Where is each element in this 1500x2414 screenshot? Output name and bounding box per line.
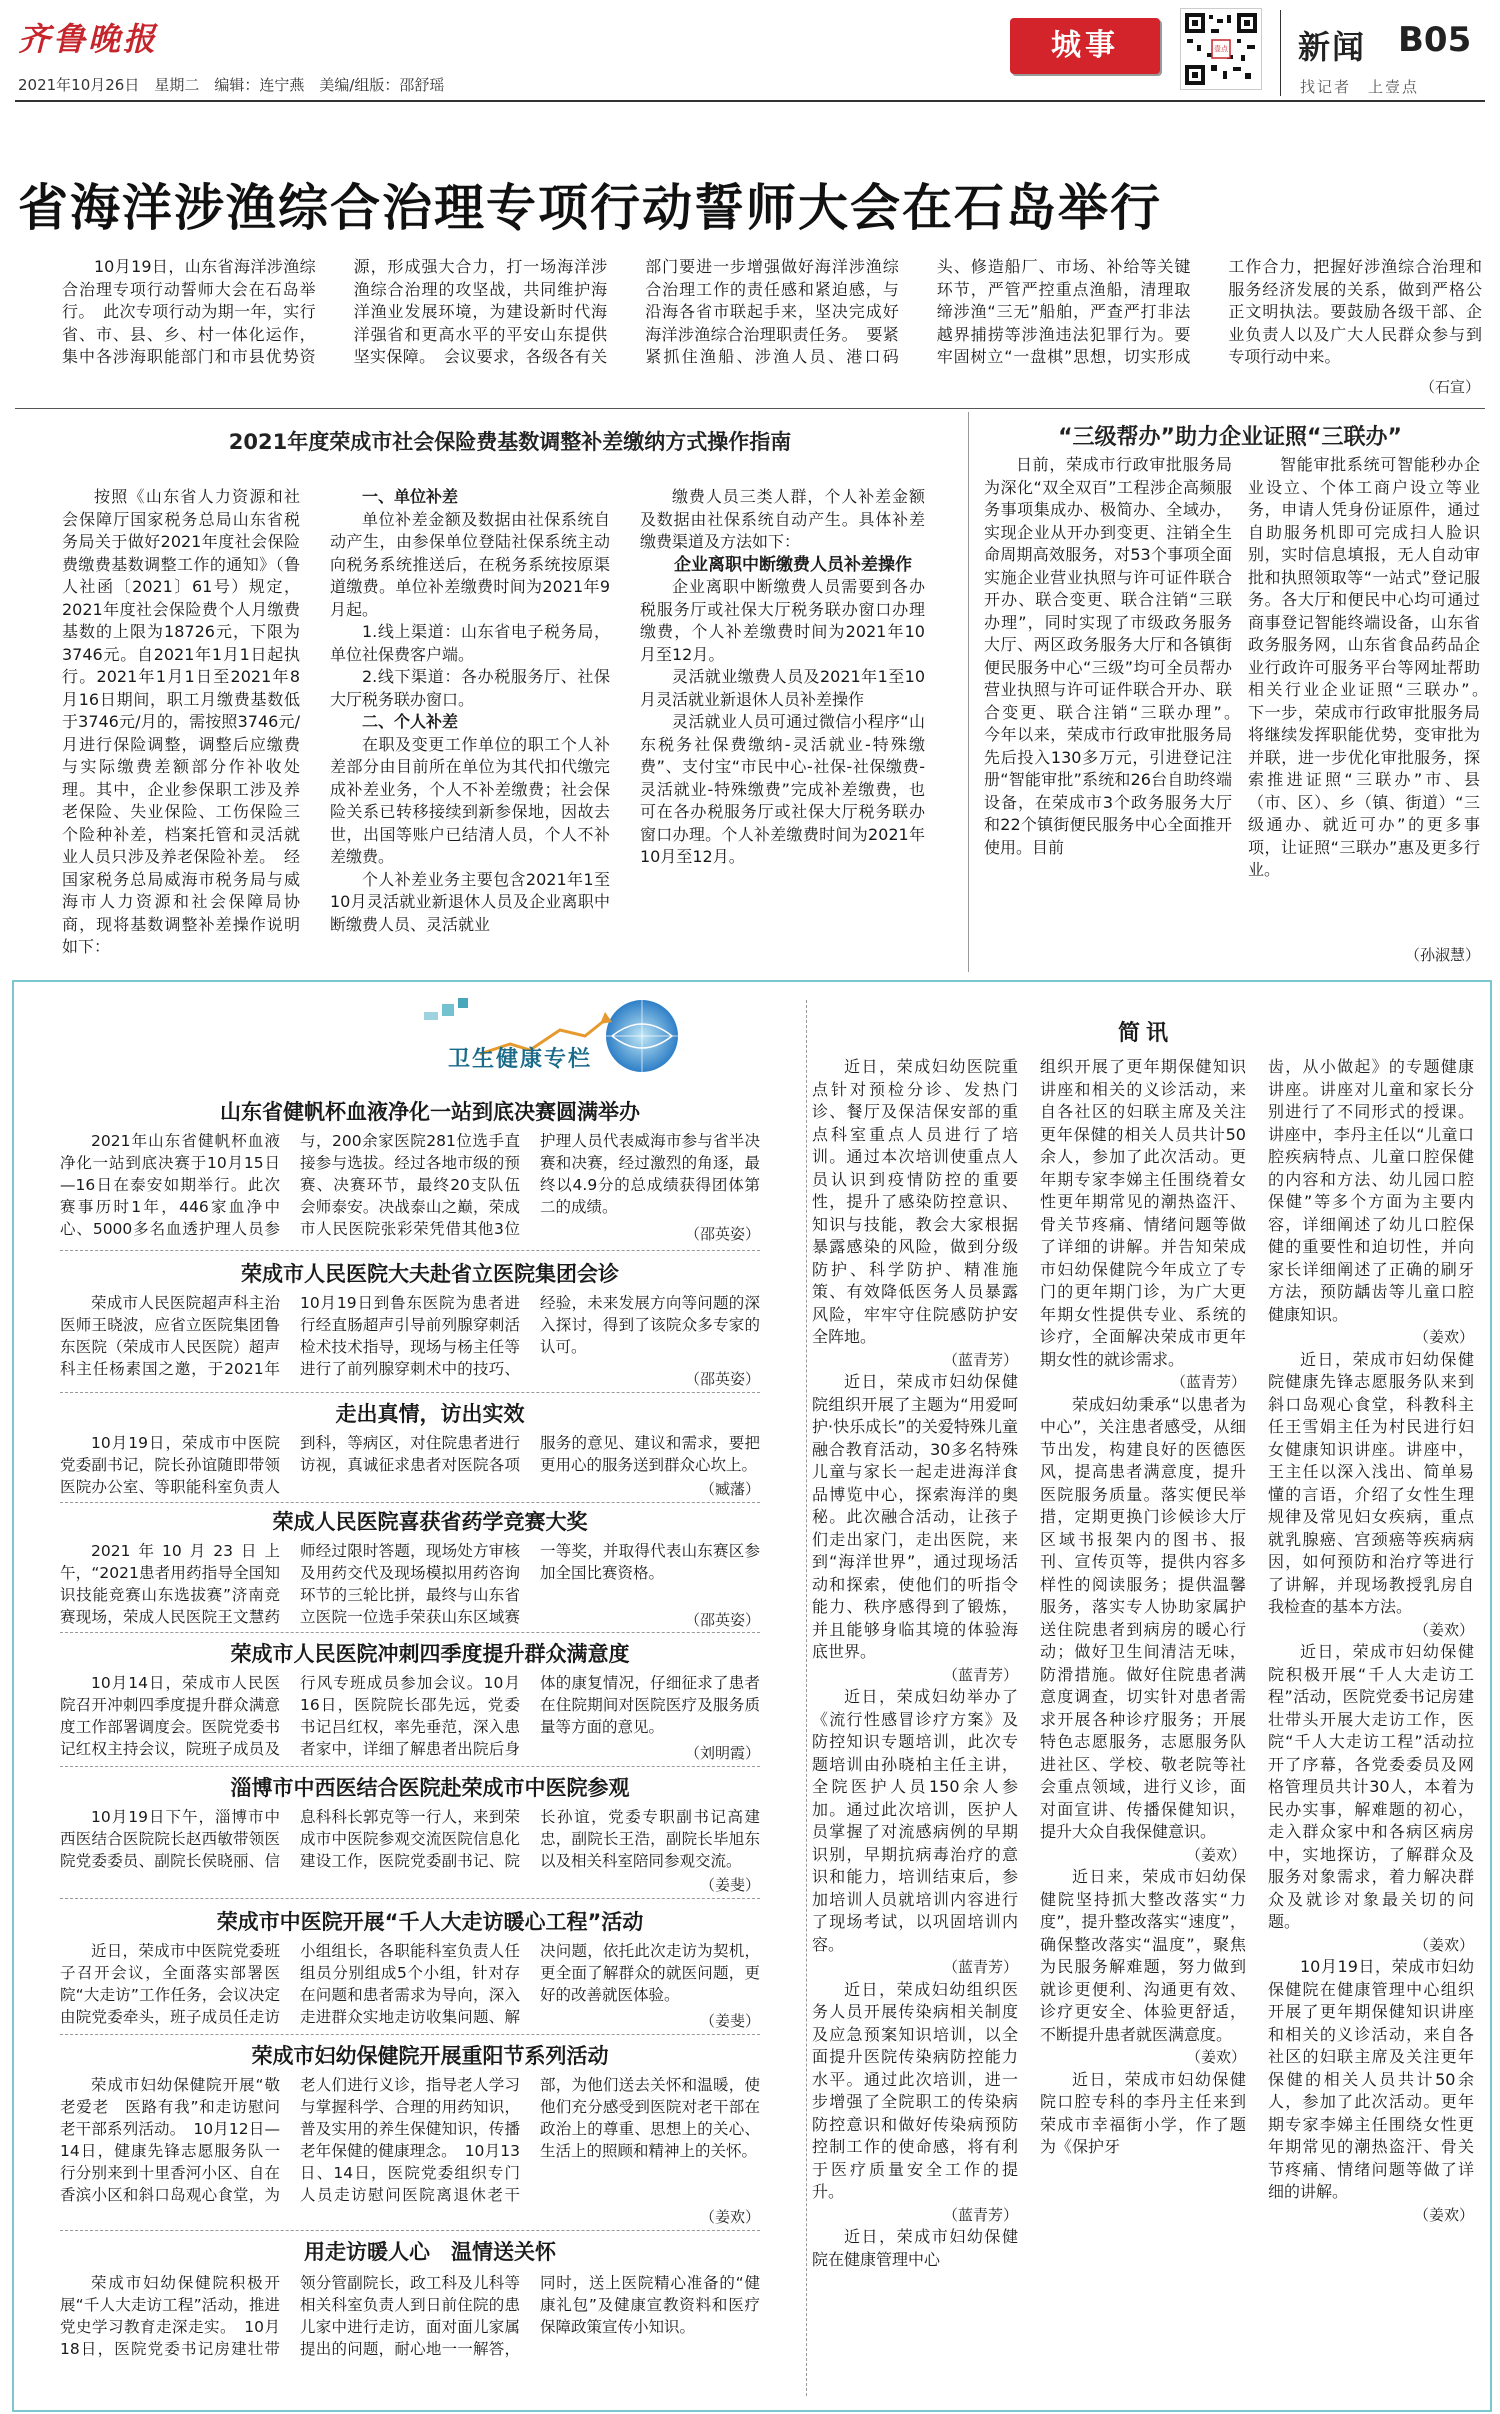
health-divider-2: [60, 1392, 760, 1393]
brief-item-4-byline: （蓝青芳）: [942, 2205, 1018, 2224]
health-brief-divider: [806, 1000, 807, 2396]
sanji-col-2: [1248, 454, 1497, 940]
health-article-1-text: 2021年山东省健帆杯血液净化一站到底决赛于10月15日—16日在泰安如期举行。此次赛事历时1年，446家血净中心、5000多名血透护理人员参与，200余家医院281位选手直接参与选拔。经过各地市级的预赛、决赛环节，最终20支队伍会师泰安。决战泰山之巅，荣成市人民医院张彩荣凭借其他3位护理人员代表威海市参与省半决赛和决赛，经过激烈的角逐，最终以4.9分的总成绩获得团体第二的成绩。: [60, 1132, 760, 1238]
health-article-5-title: 荣成市人民医院冲刺四季度提升群众满意度: [230, 1642, 630, 1666]
brief-item-12-byline: （姜欢）: [1413, 1935, 1474, 1954]
qr-code[interactable]: [1180, 8, 1262, 90]
health-article-9-title: 用走访暖人心 温情送关怀: [304, 2240, 556, 2264]
header-rule: [15, 100, 1485, 102]
brief-item-6-text: 组织开展了更年期保健知识讲座和相关的义诊活动，来自各社区的妇联主席及关注更年保健的相关人员共计50余人，参加了此次活动。更年期专家李娣主任围绕着女性更年期常见的潮热盗汗、骨关节疼痛、情绪问题等做了详细的讲解。并告知荣成市妇幼保健院今年成立了专门的更年期门诊，为广大更年期女性提供专业、系统的诊疗，全面解决荣成市更年期女性的就诊需求。: [1040, 1057, 1246, 1369]
page-number: B05: [1398, 20, 1472, 60]
brief-item-11-byline: （姜欢）: [1413, 1620, 1474, 1639]
sanji-col-1: [984, 454, 1249, 964]
brief-item-7-byline: （姜欢）: [1185, 1845, 1246, 1864]
brief-col-2: [1040, 1056, 1246, 2401]
health-article-5-text: 10月14日，荣成市人民医院召开冲刺四季度提升群众满意度工作部署调度会。医院党委书记红权主持会议，院班子成员及行风专班成员参加会议。10月16日，医院院长邵先远，党委书记吕红权，率先垂范，深入患者家中，详细了解患者出院后身体的康复情况，仔细征求了患者在住院期间对医院医疗及服务质量等方面的意见。: [60, 1674, 760, 1758]
lead-bottom-rule: [15, 408, 1485, 409]
health-article-3-text: 10月19日，荣成市中医院党委副书记，院长孙谊随即带领医院办公室、等职能科室负责人到科，等病区，对住院患者进行访视，真诚征求患者对医院各项服务的意见、建议和需求，要把更用心的服务送到群众心坎上。: [60, 1434, 760, 1496]
brief-item-2-byline: （蓝青芳）: [942, 1665, 1018, 1684]
date-line: 2021年10月26日 星期二 编辑：连宁燕 美编/组版：邵舒瑶: [18, 76, 445, 94]
health-article-5-byline: （刘明霞）: [684, 1744, 760, 1762]
brief-item-7-text: 荣成妇幼秉承“以患者为中心”，关注患者感受，从细节出发，构建良好的医德医风，提高患者满意度，提升医院服务质量。落实便民举措，定期更换门诊候诊大厅区域书报架内的图书、报刊、宣传页等，提供内容多样性的阅读服务；提供温馨服务，落实专人协助家属护送住院患者到病房的暖心行动；做好卫生间清洁无味，防滑措施。做好住院患者满意度调查，切实针对患者需求开展各种诊疗服务；开展特色志愿服务，志愿服务队进社区、学校、敬老院等社会重点领域，进行义诊，面对面宣讲、传播保健知识，提升大众自我保健意识。: [1040, 1394, 1246, 1841]
section-name: 新闻: [1298, 28, 1367, 66]
insurance-personal-scope: 个人补差业务主要包含2021年1至10月灵活就业新退休人员及企业离职中断缴费人员、灵活就业: [330, 869, 610, 934]
brief-item-3-text: 近日，荣成妇幼举办了《流行性感冒诊疗方案》及防控知识专题培训，此次专题培训由孙晓柏主任主讲，全院医护人员150余人参加。通过此次培训，医护人员掌握了对流感病例的早期识别，早期抗病毒治疗的意识和能力，培训结束后，参加培训人员就培训内容进行了现场考试，以巩固培训内容。: [812, 1687, 1018, 1954]
brief-col-1: [812, 1056, 1018, 2401]
health-article-8-title: 荣成市妇幼保健院开展重阳节系列活动: [251, 2044, 609, 2068]
brief-item-3-byline: （蓝青芳）: [942, 1958, 1018, 1976]
sanji-col-1-text: 日前，荣成市行政审批服务局为深化“双全双百”工程涉企高频服务事项集成办、极简办、全域办，实现企业从开办到变更、注销全生命周期高效服务，对53个事项全面实施企业营业执照与许可证件联合开办、联合变更、联合注销“三联办理”，同时实现了市级政务服务大厅、两区政务服务大厅和各镇街便民服务中心“三级”均可全员帮办营业执照与许可证件联合开办、联合变更、联合注销“三联办理”。 今年以来，荣成市行政审批服务局先后投入130多万元，引进登记注册“智能审批”系统和26台自助终端设备，在荣成市3个政务服务大厅和22个镇街便民服务中心全面推开使用。目前: [984, 455, 1249, 857]
health-article-6-title: 淄博市中西医结合医院赴荣成市中医院参观: [230, 1776, 630, 1800]
health-divider-5: [60, 1766, 760, 1767]
health-article-4-byline: （邵英姿）: [684, 1611, 760, 1629]
health-divider-8: [60, 2230, 760, 2231]
health-article-4-text: 2021年10月23日上午，“2021患者用药指导全国知识技能竞赛山东选拔赛”济南竞赛现场，荣成人民医院王文慧药师经过限时答题，现场处方审核及用药交代及现场模拟用药咨询环节的三轮比拼，最终与山东省立医院一位选手荣获山东区域赛一等奖，并取得代表山东赛区参加全国比赛资格。: [60, 1542, 760, 1626]
insurance-personal-heading: 二、个人补差: [362, 712, 459, 731]
health-article-3-body: [60, 1432, 760, 1500]
health-article-8-text: 荣成市妇幼保健院开展“敬老爱老 医路有我”和走访慰问老干部系列活动。 10月12日—14日，健康先锋志愿服务队一行分别来到十里香河小区、自在香滨小区和斜口岛观心食堂，为老人们进行义诊，指导老人学习与掌握科学、合理的用药知识，普及实用的养生保健知识，传播老年保健的健康理念。 10月13日、14日，医院党委组织专门人员走访慰问医院离退休老干部，为他们送去关怀和温暖，使他们充分感受到医院对老干部在政治上的尊重、思想上的关心、生活上的照顾和精神上的关怀。: [60, 2076, 760, 2204]
health-article-9-text: 荣成市妇幼保健院积极开展“千人大走访工程”活动，推进党史学习教育走深走实。 10月18日，医院党委书记房建壮带领分管副院长，政工科及儿科等相关科室负责人到日前住院的患儿家中进行走访，面对面儿家属提出的问题，耐心地一一解答，同时，送上医院精心准备的“健康礼包”及健康宣教资料和医疗保障政策宣传小知识。: [60, 2274, 760, 2358]
insurance-unit-text: 单位补差金额及数据由社保系统自动产生，由参保单位登陆社保系统主动向税务系统推送后，在税务系统按原渠道缴费。单位补差缴费时间为2021年9月起。: [330, 509, 610, 619]
health-divider-1: [60, 1250, 760, 1251]
brief-column: [812, 986, 1480, 2404]
qr-logo-label: 壹点: [1214, 45, 1228, 53]
insurance-col-2: [330, 486, 610, 964]
health-divider-3: [60, 1502, 760, 1503]
lead-text: 10月19日，山东省海洋涉渔综合治理专项行动誓师大会在石岛举行。 此次专项行动为期一年，实行省、市、县、乡、村一体化运作，集中各涉海职能部门和市县优势资源，形成强大合力，打一场海洋涉渔综合治理的攻坚战，共同维护海洋渔业发展环境，为建设新时代海洋强省和更高水平的平安山东提供坚实保障。 会议要求，各级各有关部门要进一步增强做好海洋涉渔综合治理工作的责任感和紧迫感，与沿海各省市联起手来，坚决完成好海洋涉渔综合治理职责任务。 要紧紧抓住渔船、涉渔人员、港口码头、修造船厂、市场、补给等关键环节，严管严控重点渔船，清理取缔涉渔“三无”船舶，严查严打非法越界捕捞等涉渔违法犯罪行为。要牢固树立“一盘棋”思想，切实形成工作合力，把握好涉渔综合治理和服务经济发展的关系，做到严格公正文明执法。要鼓励各级干部、企业负责人以及广大人民群众参与到专项行动中来。: [62, 257, 1482, 366]
health-divider-6: [60, 1898, 760, 1899]
health-divider-4: [60, 1632, 760, 1633]
health-article-6-byline: （姜斐）: [699, 1876, 760, 1894]
brief-item-12-text: 近日，荣成市妇幼保健院积极开展“千人大走访工程”活动，医院党委书记房建壮带头开展大走访工作，医院“千人大走访工程”活动拉开了序幕，各党委委员及网格管理员共计30人，本着为民办实事，解难题的初心，走入群众家中和各病区病房中，实地探访，了解群众及服务对象需求，着力解决群众及就诊对象最关切的问题。: [1268, 1642, 1474, 1931]
health-article-1-byline: （邵英姿）: [684, 1225, 760, 1243]
health-banner: [420, 992, 690, 1078]
brief-item-2-text: 近日，荣成市妇幼保健院组织开展了主题为“用爱呵护·快乐成长”的关爱特殊儿童融合教育活动，30多名特殊儿童与家长一起走进海洋食品博览中心，探索海洋的奥秘。此次融合活动，让孩子们走出家门，走出医院，来到“海洋世界”，通过现场活动和探索，使他们的听指令能力、秩序感得到了锻炼，并且能够身临其境的体验海底世界。: [812, 1372, 1018, 1661]
health-article-1-title: 山东省健帆杯血液净化一站到底决赛圆满举办: [220, 1100, 640, 1124]
health-article-7-text: 近日，荣成市中医院党委班子召开会议，全面落实部署医院“大走访”工作任务，会议决定由院党委牵头，班子成员任走访小组组长，各职能科室负责人任组员分别组成5个小组，针对存在问题和患者需求为导向，深入走进群众实地走访收集问题、解决问题，依托此次走访为契机，更全面了解群众的就医问题，更好的改善就医体验。: [60, 1942, 760, 2026]
brief-item-6-byline: （蓝青芳）: [1170, 1373, 1246, 1391]
health-article-8-body: [60, 2074, 760, 2228]
column-divider: [968, 412, 969, 972]
health-article-7-title: 荣成市中医院开展“千人大走访暖心工程”活动: [216, 1910, 644, 1934]
brief-item-8-byline: （姜欢）: [1185, 2048, 1246, 2066]
section-tag-label: 城事: [1051, 28, 1119, 63]
sanji-byline: （孙淑慧）: [1404, 946, 1480, 964]
insurance-unit-heading: 一、单位补差: [362, 487, 459, 506]
brief-item-13-text: 10月19日，荣成市妇幼保健院在健康管理中心组织开展了更年期保健知识讲座和相关的义诊活动，来自各社区的妇联主席及关注更年保健的相关人员共计50余人，参加了此次活动。更年期专家李娣主任围绕女性更年期常见的潮热盗汗、骨关节疼痛、情绪问题等做了详细的讲解。: [1268, 1957, 1474, 2201]
insurance-col-1: [62, 486, 300, 964]
health-article-4-body: [60, 1540, 760, 1630]
health-article-7-body: [60, 1940, 760, 2030]
brief-item-10-text: 齿，从小做起》的专题健康讲座。讲座对儿童和家长分别进行了不同形式的授课。讲座中，李丹主任以“儿童口腔疾病特点、儿童口腔保健的内容和方法、幼儿园口腔保健”等多个方面为主要内容，详细阐述了幼儿口腔保健的重要性和迫切性，并向家长详细阐述了正确的刷牙方法，预防龋齿等儿童口腔健康知识。: [1268, 1057, 1474, 1324]
health-article-8-byline: （姜欢）: [699, 2208, 760, 2226]
insurance-enterprise-heading: 企业离职中断缴费人员补差操作: [674, 554, 912, 575]
insurance-personal-text: 在职及变更工作单位的职工个人补差部分由目前所在单位为其代扣代缴完成补差业务，个人不补差缴费；社会保险关系已转移接续到新参保地，因故去世，出国等账户已结清人员，个人不补差缴费。: [330, 734, 610, 866]
masthead: 齐鲁晚报: [18, 20, 159, 58]
health-article-4-title: 荣成人民医院喜获省药学竞赛大奖: [272, 1510, 588, 1534]
insurance-channels-text: 缴费人员三类人群，个人补差金额及数据由社保系统自动产生。具体补差缴费渠道及方法如下：: [640, 487, 925, 551]
health-article-5-body: [60, 1672, 760, 1762]
lead-byline: （石宣）: [1419, 378, 1480, 396]
brief-item-9-text: 近日，荣成市妇幼保健院口腔专科的李丹主任来到荣成市幸福街小学，作了题为《保护牙: [1040, 2069, 1246, 2156]
health-article-2-body: [60, 1292, 760, 1382]
brief-item-1-byline: （蓝青芳）: [942, 1350, 1018, 1369]
insurance-headline: 2021年度荣成市社会保险费基数调整补差缴纳方式操作指南: [228, 430, 792, 454]
brief-item-8-text: 近日来，荣成市妇幼保健院坚持抓大整改落实“力度”，提升整改落实“速度”，确保整改落实“温度”，聚焦为民服务解难题，努力做到就诊更便利、沟通更有效、诊疗更安全、体验更舒适，不断提升患者就医满意度。: [1040, 1867, 1246, 2044]
health-divider-7: [60, 2034, 760, 2035]
sanji-col-2-text: 智能审批系统可智能秒办企业设立、个体工商户设立等业务，申请人凭身份证原件，通过自助服务机即可完成扫人脸识别，实时信息填报，无人自动审批和执照领取等“一站式”登记服务。各大厅和便民中心均可通过商事登记智能终端设备，山东省政务服务网，山东省食品药品企业行政许可服务平台等网址帮助相关行业企业证照“三联办”。 下一步，荣成市行政审批服务局将继续发挥职能优势，变审批为并联，进一步优化审批服务，探索推进证照“三联办”市、县（市、区）、乡（镇、街道）“三级通办、就近可办”的更多事项，让证照“三联办”惠及更多行业。: [1248, 455, 1497, 879]
insurance-flexible-text: 灵活就业人员可通过微信小程序“山东税务社保费缴纳-灵活就业-特殊缴费”、支付宝“市民中心-社保-社保缴费-灵活就业-特殊缴费”完成补差缴费，也可在各办税服务厅或社保大厅税务联办窗口办理。个人补差缴费时间为2021年10月至12月。: [640, 712, 925, 866]
insurance-enterprise-text: 企业离职中断缴费人员需要到各办税服务厅或社保大厅税务联办窗口办理缴费，个人补差缴费时间为2021年10月至12月。: [640, 577, 925, 664]
brief-item-13-byline: （姜欢）: [1413, 2205, 1474, 2224]
insurance-unit-online: 1.线上渠道：山东省电子税务局，单位社保费客户端。: [330, 622, 610, 664]
health-article-2-text: 荣成市人民医院超声科主治医师王晓波，应省立医院集团鲁东医院（荣成市人民医院）超声科主任杨素国之邀，于2021年10月19日到鲁东医院为患者进行经直肠超声引导前列腺穿刺活检术技术指导，现场与杨主任等进行了前列腺穿刺术中的技巧、经验，未来发展方向等问题的深入探讨，得到了该院众多专家的认可。: [60, 1294, 760, 1378]
brief-title: 简讯: [1117, 1021, 1174, 1046]
sanji-headline: “三级帮办”助力企业证照“三联办”: [1058, 425, 1402, 450]
health-article-3-title: 走出真情，访出实效: [335, 1402, 525, 1426]
health-article-6-body: [60, 1806, 760, 1896]
insurance-unit-offline: 2.线下渠道：各办税服务厅、社保大厅税务联办窗口。: [330, 667, 610, 709]
health-article-7-byline: （姜斐）: [699, 2012, 760, 2030]
health-article-3-byline: （臧藩）: [699, 1480, 760, 1498]
header-divider: [1280, 10, 1281, 96]
insurance-col-3: [640, 486, 925, 964]
insurance-flexible-heading: 灵活就业缴费人员及2021年1至10月灵活就业新退休人员补差操作: [640, 667, 925, 709]
health-article-9-body: [60, 2272, 760, 2382]
lead-body: [62, 256, 1482, 398]
header-subline: 找记者 上壹点: [1300, 78, 1420, 96]
insurance-col-1-text: 按照《山东省人力资源和社会保障厅国家税务总局山东省税务局关于做好2021年度社会保险费缴费基数调整工作的通知》（鲁人社函〔2021〕61号）规定，2021年度社会保险费个人月缴费基数的上限为18726元，下限为3746元。自2021年1月1日起执行。2021年1月1日至2021年8月16日期间，职工月缴费基数低于3746元/月的，需按照3746元/月进行保险调整，调整后应缴费与实际缴费差额部分作补收处理。其中，企业参保职工涉及养老保险、失业保险、工伤保险三个险种补差，档案托管和灵活就业人员只涉及养老保险补差。 经国家税务总局威海市税务局与威海市人力资源和社会保障局协商，现将基数调整补差操作说明如下：: [62, 487, 300, 956]
lead-headline: 省海洋涉渔综合治理专项行动誓师大会在石岛举行: [18, 178, 1162, 237]
health-banner-title: 卫生健康专栏: [447, 1047, 592, 1072]
brief-item-1-text: 近日，荣成妇幼医院重点针对预检分诊、发热门诊、餐厅及保洁保安部的重点科室重点人员进行了培训。通过本次培训使重点人员认识到疫情防控的重要性，提升了感染防控意识、知识与技能，教会大家根据暴露感染的风险，做到分级防护、科学防护、精准施策、有效降低医务人员暴露风险，牢牢守住院感防护安全阵地。: [812, 1057, 1018, 1346]
brief-col-3: [1268, 1056, 1474, 2401]
brief-item-11-text: 近日，荣成市妇幼保健院健康先锋志愿服务队来到斜口岛观心食堂，科教科主任王雪娟主任为村民进行妇女健康知识讲座。讲座中，王主任以深入浅出、简单易懂的言语，介绍了女性生理规律及常见妇女疾病，重点就乳腺癌、宫颈癌等疾病病因，如何预防和治疗等进行了讲解，并现场教授乳房自我检查的基本方法。: [1268, 1349, 1474, 1616]
brief-item-4-text: 近日，荣成妇幼组织医务人员开展传染病相关制度及应急预案知识培训，以全面提升医院传染病防控能力水平。通过此次培训，进一步增强了全院职工的传染病防控意识和做好传染病预防控制工作的使命感，将有利于医疗质量安全工作的提升。: [812, 1979, 1018, 2201]
brief-item-5-text: 近日，荣成市妇幼保健院在健康管理中心: [812, 2227, 1018, 2269]
health-article-2-byline: （邵英姿）: [684, 1370, 760, 1388]
brief-item-10-byline: （姜欢）: [1413, 1328, 1474, 1346]
health-article-6-text: 10月19日下午，淄博市中西医结合医院院长赵西敏带领医院党委委员、副院长侯晓丽、信息科科长郭克等一行人，来到荣成市中医院参观交流医院信息化建设工作，医院党委副书记、院长孙谊，党委专职副书记高建忠，副院长王浩，副院长毕旭东以及相关科室陪同参观交流。: [60, 1808, 760, 1870]
section-tag: [1010, 18, 1160, 74]
health-articles: [60, 1086, 800, 2406]
health-article-2-title: 荣成市人民医院大夫赴省立医院集团会诊: [241, 1262, 619, 1286]
health-article-1-body: [60, 1130, 760, 1242]
